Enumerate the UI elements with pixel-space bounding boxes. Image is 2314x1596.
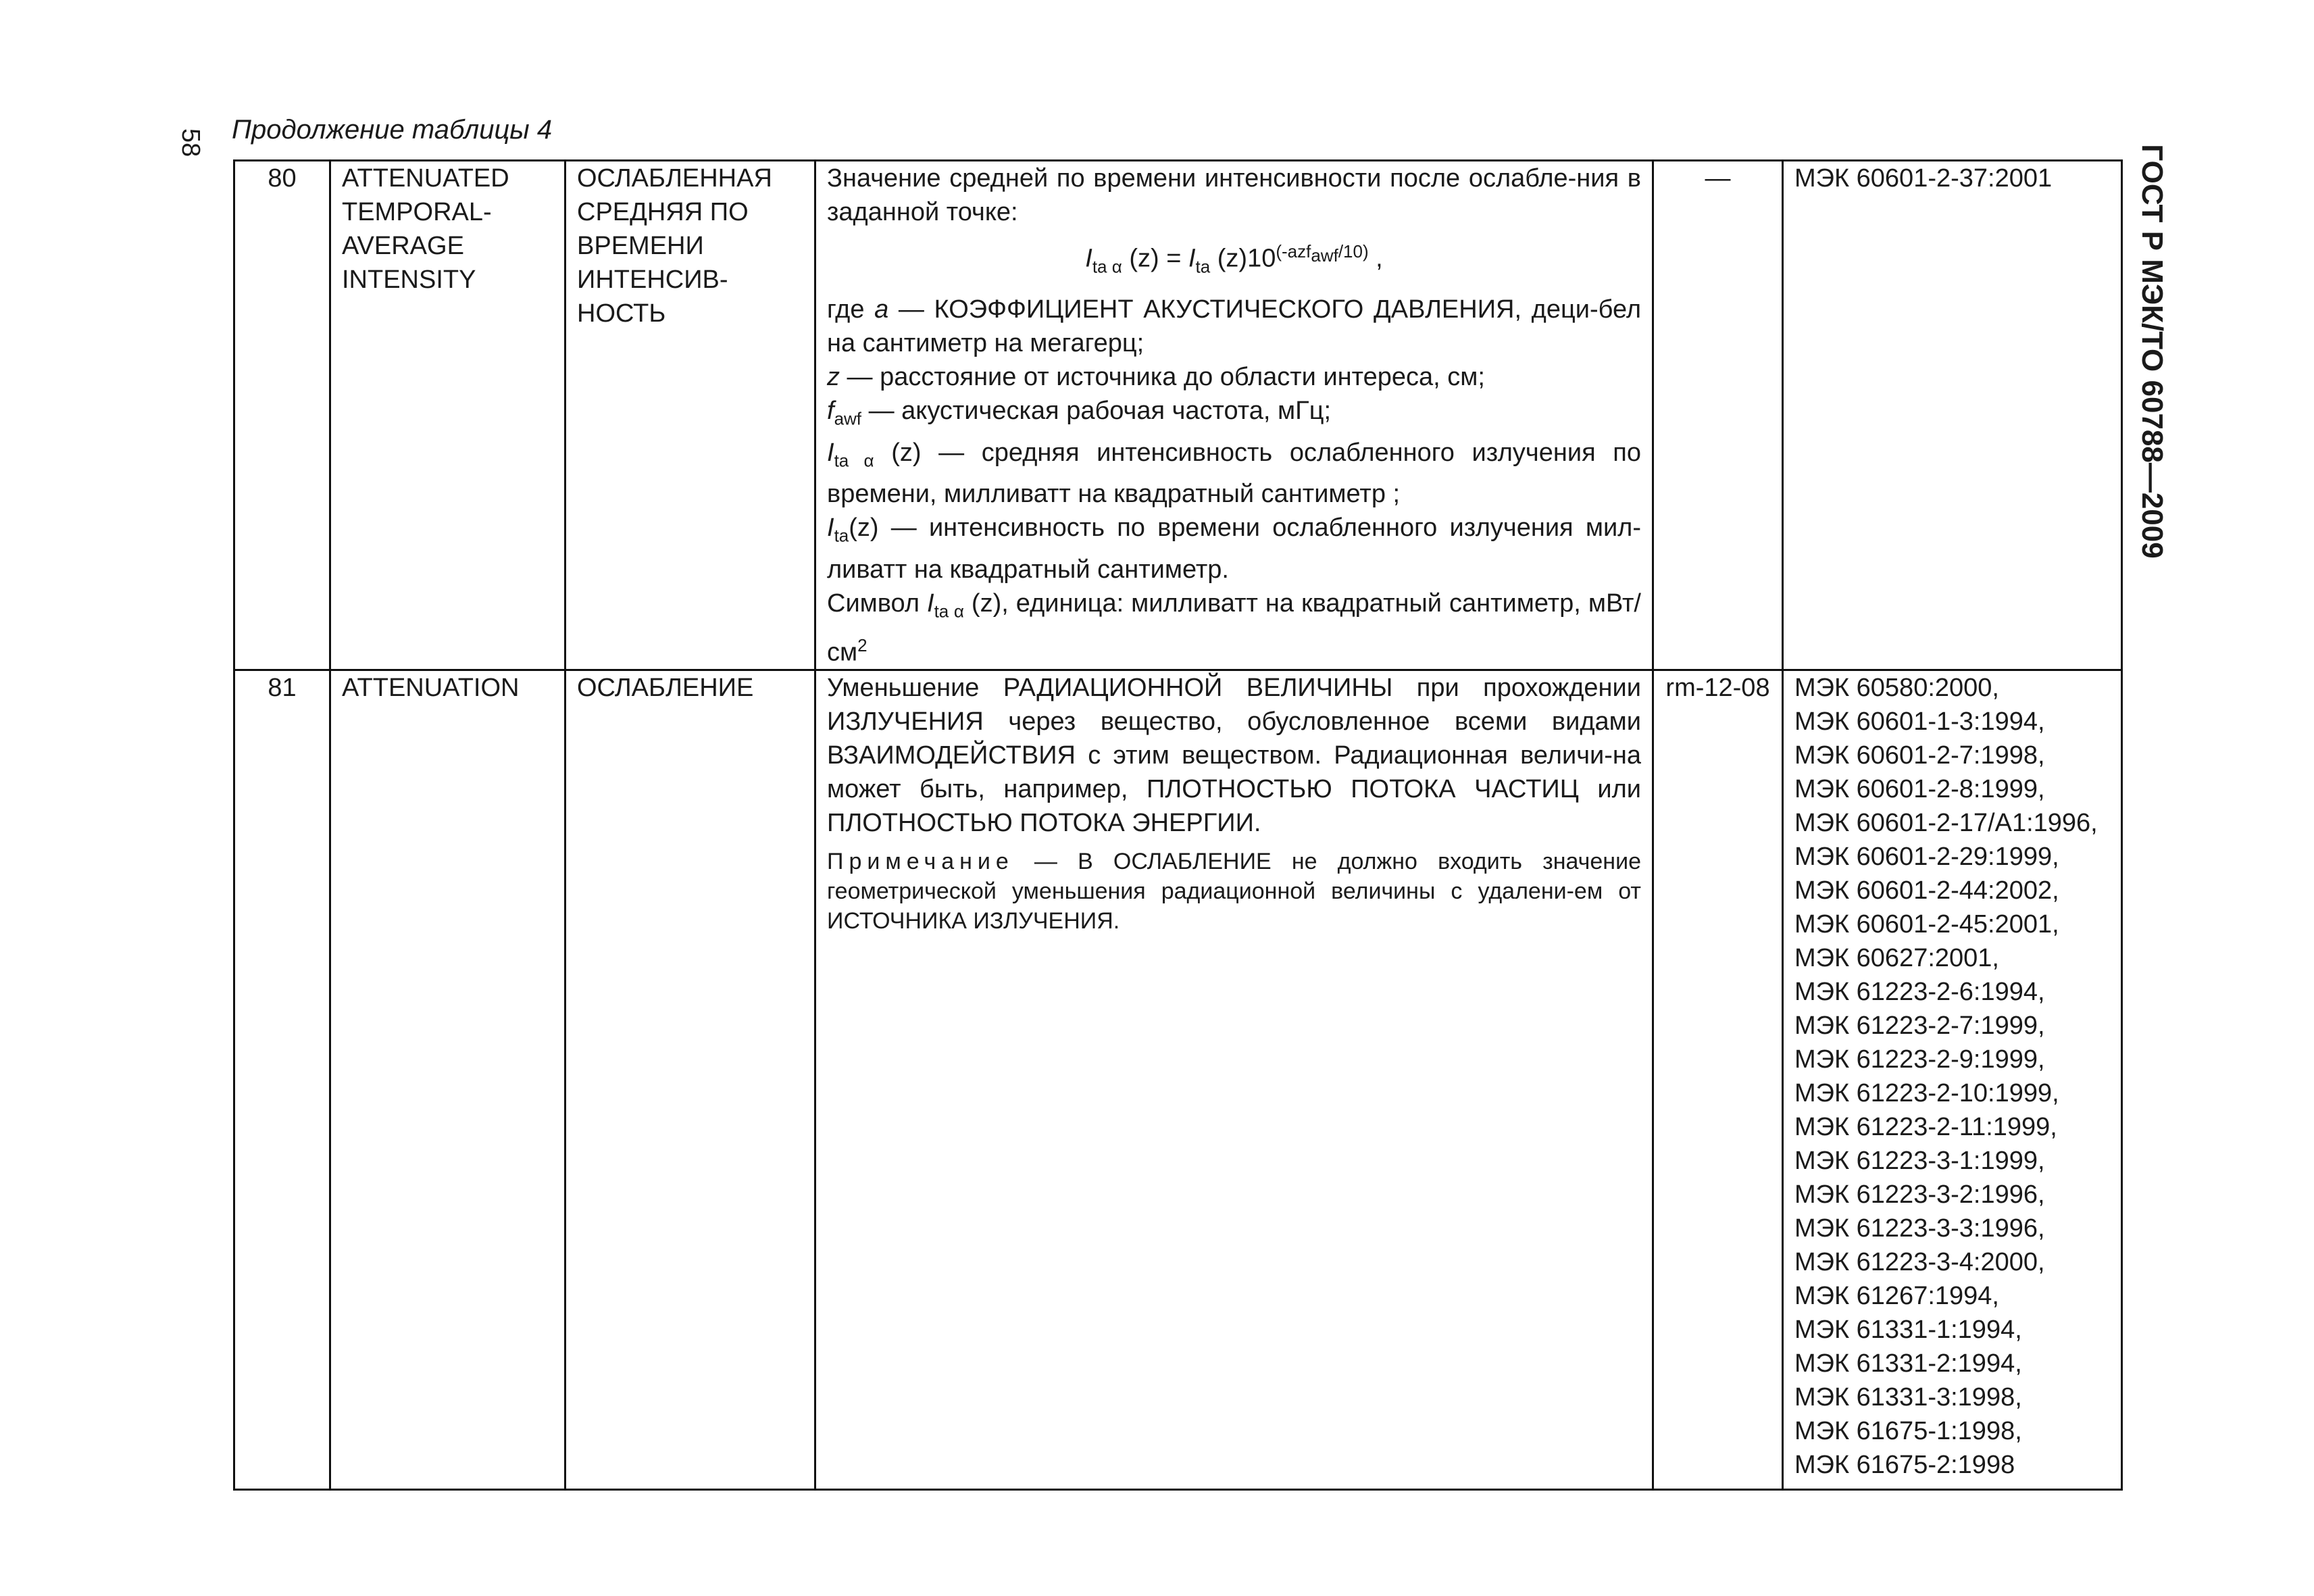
reference-item: МЭК 61267:1994, [1794,1282,1999,1311]
reference-item: МЭК 60627:2001, [1794,944,1999,973]
term-references [1783,670,2122,1490]
reference-item: МЭК 61675-1:1998, [1794,1417,2022,1446]
reference-item: МЭК 61331-3:1998, [1794,1383,2022,1412]
reference-item: МЭК 61223-2-6:1994, [1794,978,2045,1007]
table-row [234,161,2122,670]
reference-item: МЭК 61223-3-2:1996, [1794,1180,2045,1210]
reference-item: МЭК 60601-2-8:1999, [1794,775,2045,804]
variable-i-ta: $I_{ta}(z)$ — интенсивность по времени ослабленного излучения мил-ливатт на квадратный сантиметр. [827,514,1641,584]
variable-f: $f_{awf}$ — акустическая рабочая частота, мГц; [827,397,1332,429]
term-number: 81 [234,670,330,1490]
reference-item: МЭК 60601-2-44:2002, [1794,876,2059,905]
reference-item: МЭК 61331-2:1994, [1794,1349,2022,1378]
term-definition [815,670,1653,1490]
reference-item: МЭК 61223-2-9:1999, [1794,1045,2045,1074]
term-definition [815,161,1653,670]
table-continuation-caption: Продолжение таблицы 4 [232,115,553,145]
document-title: ГОСТ Р МЭК/ТО 60788—2009 [2136,144,2169,559]
reference-item: МЭК 60580:2000, [1794,674,1999,703]
reference-item: МЭК 61223-3-4:2000, [1794,1248,2045,1277]
symbol-unit: Символ $I_{ta \alpha}$ (z), единица: милливатт на квадратный сантиметр, мВт/$см^2$ [827,589,1641,667]
table-row [234,670,2122,1490]
term-russian: ОСЛАБЛЕНИЕ [565,670,815,1490]
definition-text: Уменьшение РАДИАЦИОННОЙ ВЕЛИЧИНЫ при прохождении ИЗЛУЧЕНИЯ через вещество, обусловленное всеми видами ВЗАИМОДЕЙСТВИЯ с этим веществом. Радиационная величи-на может быть, например, ПЛОТНОСТЬЮ ПОТОКА ЧАСТИЦ или ПЛОТНОСТЬЮ ПОТОКА ЭНЕРГИИ. [827,674,1641,838]
reference-item: МЭК 61223-2-10:1999, [1794,1079,2059,1108]
reference-item: МЭК 60601-2-7:1998, [1794,741,2045,770]
terms-table [233,159,2123,1491]
page-number: 58 [176,128,205,157]
reference-item: МЭК 60601-2-29:1999, [1794,843,2059,872]
reference-item: МЭК 61675-2:1998 [1794,1451,2015,1480]
reference-item: МЭК 61223-2-11:1999, [1794,1113,2057,1142]
variable-i-ta-alpha: $I_{ta \alpha}$ (z) — средняя интенсивность ослабленного излучения по времени, милливатт на квадратный сантиметр ; [827,438,1641,509]
term-number: 80 [234,161,330,670]
term-english: ATTENUATION [330,670,565,1490]
definition-note: Примечание — В ОСЛАБЛЕНИЕ не должно входить значение геометрической уменьшения радиационной величины с удалени-ем от ИСТОЧНИКА ИЗЛУЧЕНИЯ. [827,849,1641,934]
definition-intro: Значение средней по времени интенсивности после ослабле-ния в заданной точке: [827,164,1641,226]
reference-item: МЭК 61223-3-1:1999, [1794,1147,2045,1176]
reference-item: МЭК 60601-1-3:1994, [1794,707,2045,737]
reference-item: МЭК 61223-3-3:1996, [1794,1214,2045,1243]
reference-item: МЭК 60601-2-17/А1:1996, [1794,809,2098,838]
reference-item: МЭК 61331-1:1994, [1794,1316,2022,1345]
reference-item: МЭК 61223-2-7:1999, [1794,1012,2045,1041]
reference-item: МЭК 60601-2-45:2001, [1794,910,2059,939]
variable-z: z — расстояние от источника до области интереса, см; [827,363,1485,392]
term-english: ATTENUATED TEMPORAL-AVERAGE INTENSITY [330,161,565,670]
term-code: rm-12-08 [1653,670,1783,1490]
formula: $I_{ta \alpha}$ $(z) = I_{ta}$ $(z)10^{(-azf_{awf}/10)}$ , [1085,241,1383,277]
term-code: — [1653,161,1783,670]
term-references: МЭК 60601-2-37:2001 [1783,161,2122,670]
variable-a: где a — КОЭФФИЦИЕНТ АКУСТИЧЕСКОГО ДАВЛЕНИЯ, деци-бел на сантиметр на мегагерц; [827,295,1641,358]
term-russian: ОСЛАБЛЕННАЯ СРЕДНЯЯ ПО ВРЕМЕНИ ИНТЕНСИВ-НОСТЬ [565,161,815,670]
